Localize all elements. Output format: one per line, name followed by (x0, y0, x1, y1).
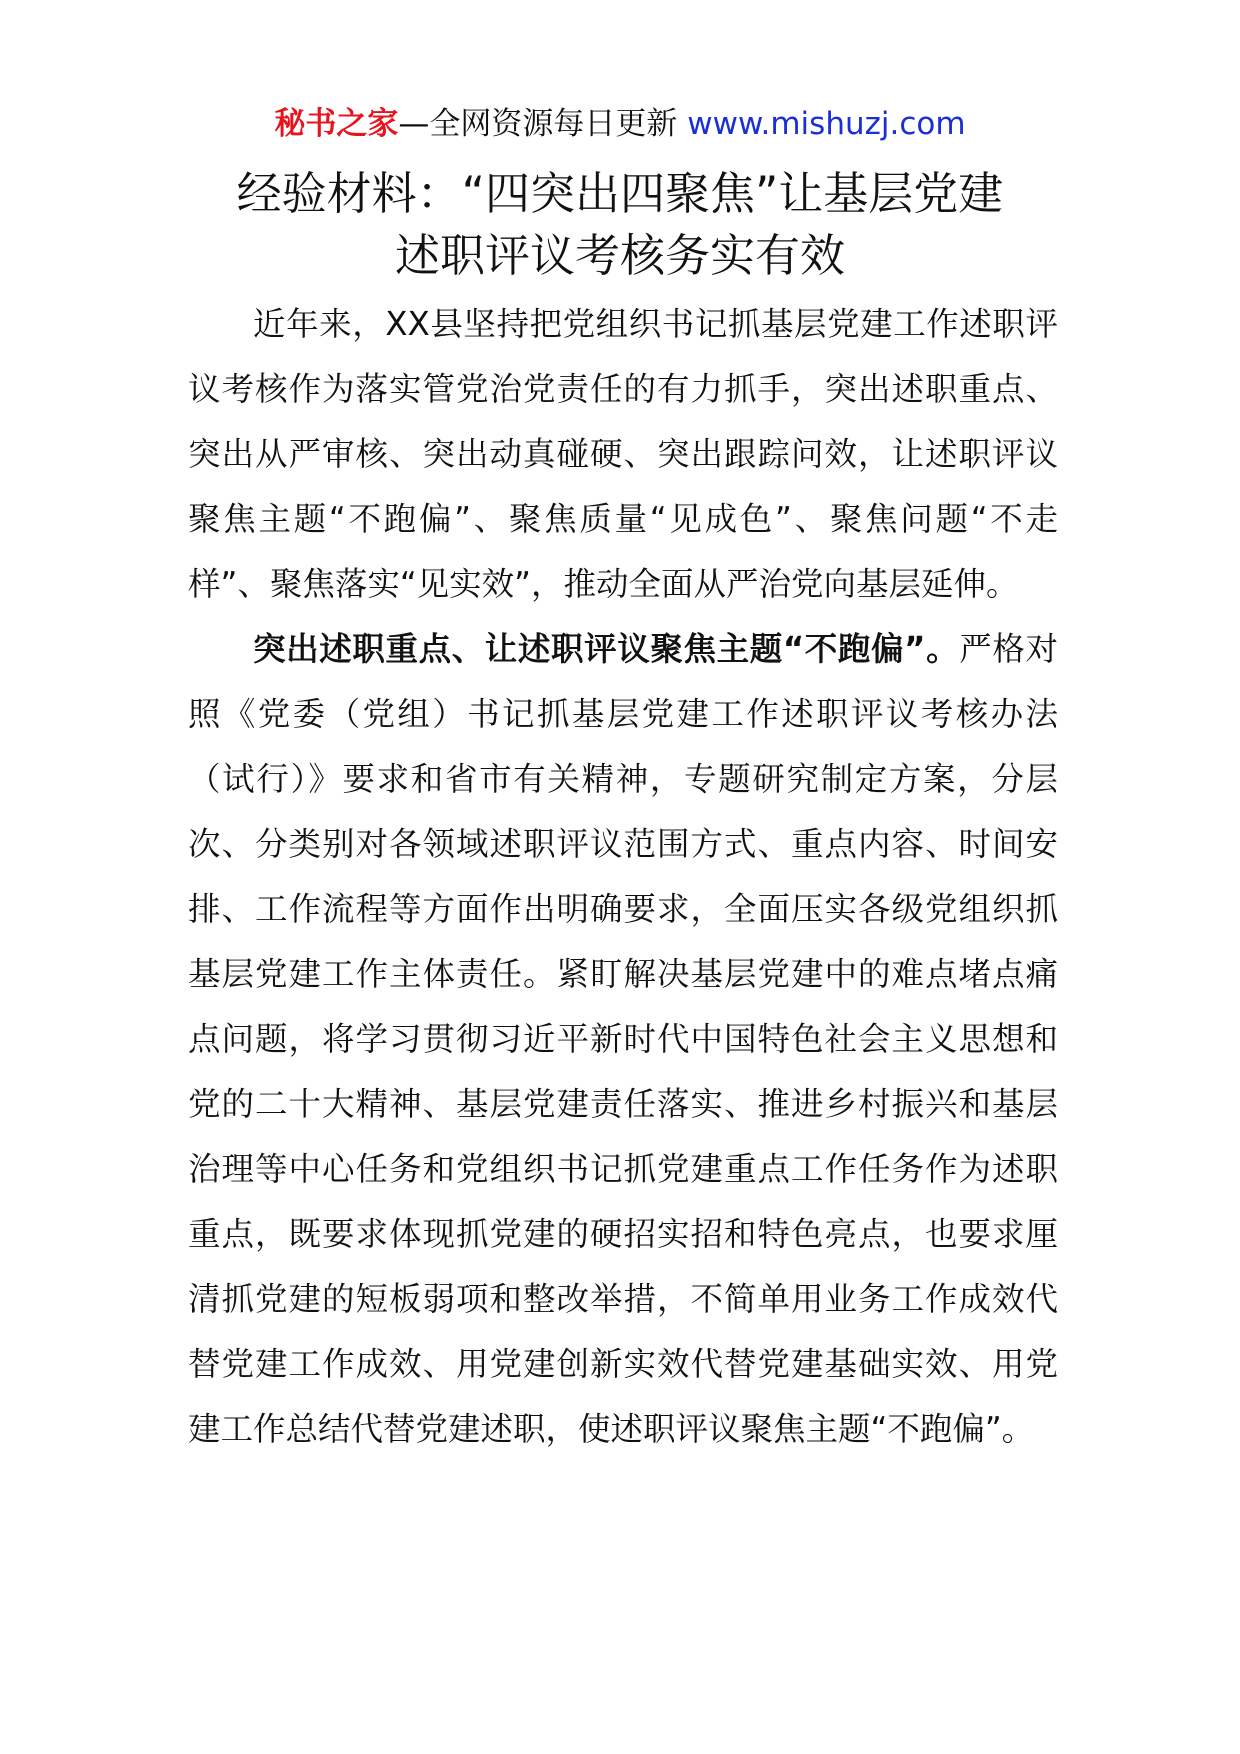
site-url-link[interactable]: www.mishuzj.com (687, 106, 966, 142)
paragraph-section-1 (188, 617, 1058, 1462)
site-header (0, 102, 1240, 146)
section-1-heading: 突出述职重点、让述职评议聚焦主题“不跑偏”。 (253, 630, 960, 668)
document-title-line-1: 经验材料：“四突出四聚焦”让基层党建 (236, 167, 1004, 220)
paragraph-intro: 近年来，XX县坚持把党组织书记抓基层党建工作述职评议考核作为落实管党治党责任的有力抓手，突出述职重点、突出从严审核、突出动真碰硬、突出跟踪问效，让述职评议聚焦主题“不跑偏”、聚焦质量“见成色”、聚焦问题“不走样”、聚焦落实“见实效”，推动全面从严治党向基层延伸。 (188, 305, 1058, 603)
header-tagline: —全网资源每日更新 (398, 106, 688, 142)
document-title-line-2: 述职评议考核务实有效 (394, 229, 845, 282)
document-body (188, 292, 1058, 1462)
brand-name: 秘书之家 (274, 106, 399, 142)
section-1-text: 严格对照《党委（党组）书记抓基层党建工作述职评议考核办法（试行）》要求和省市有关精神，专题研究制定方案，分层次、分类别对各领域述职评议范围方式、重点内容、时间安排、工作流程等方面作出明确要求，全面压实各级党组织抓基层党建工作主体责任。紧盯解决基层党建中的难点堵点痛点问题，将学习贯彻习近平新时代中国特色社会主义思想和党的二十大精神、基层党建责任落实、推进乡村振兴和基层治理等中心任务和党组织书记抓党建重点工作任务作为述职重点，既要求体现抓党建的硬招实招和特色亮点，也要求厘清抓党建的短板弱项和整改举措，不简单用业务工作成效代替党建工作成效、用党建创新实效代替党建基础实效、用党建工作总结代替党建述职，使述职评议聚焦主题“不跑偏”。 (188, 630, 1058, 1448)
